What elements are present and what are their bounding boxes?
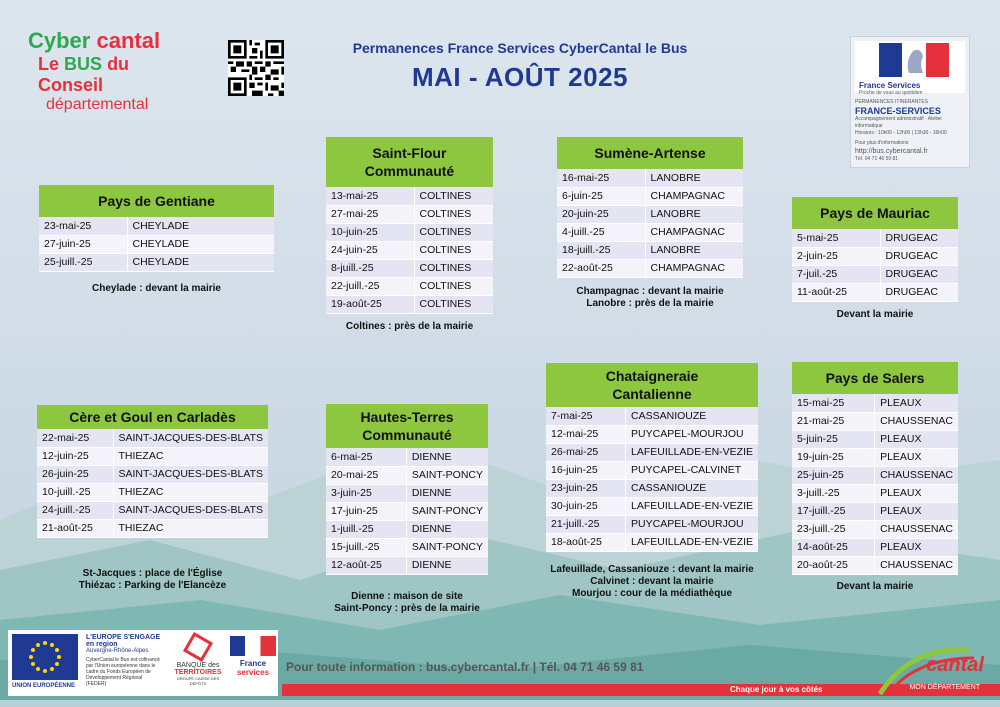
date-cell: 15-mai-25: [792, 394, 875, 412]
town-cell: SAINT-JACQUES-DES-BLATS: [113, 465, 268, 483]
town-cell: SAINT-PONCY: [406, 466, 488, 484]
region-logo: [86, 634, 162, 690]
block-title: Pays de Mauriac: [792, 197, 958, 229]
table-row: [326, 538, 488, 556]
schedule-table: [546, 407, 758, 552]
table-row: [557, 259, 743, 277]
block-saint-flour-communaute: [326, 137, 493, 314]
table-row: [326, 520, 488, 538]
table-row: [792, 412, 958, 430]
date-cell: 25-juill.-25: [39, 253, 127, 271]
schedule-table: [37, 429, 268, 538]
date-cell: 1-juill.-25: [326, 520, 406, 538]
town-cell: COLTINES: [414, 295, 493, 313]
banque-des-territoires-logo: [170, 636, 226, 686]
cantal-logo: [870, 636, 990, 696]
table-row: [792, 466, 958, 484]
table-row: [37, 429, 268, 447]
town-cell: LANOBRE: [645, 241, 743, 259]
town-cell: CASSANIOUZE: [626, 479, 758, 497]
logo-word-bus: BUS: [64, 54, 103, 74]
location-note: Calvinet : devant la mairie: [590, 576, 714, 587]
block-title: Cère et Goul en Carladès: [37, 405, 268, 429]
town-cell: CHAUSSENAC: [875, 466, 958, 484]
table-row: [546, 479, 758, 497]
town-cell: SAINT-PONCY: [406, 538, 488, 556]
table-row: [546, 497, 758, 515]
date-cell: 30-juin-25: [546, 497, 626, 515]
schedule-table: [326, 448, 488, 575]
date-cell: 19-août-25: [326, 295, 414, 313]
table-row: [39, 217, 274, 235]
location-note-group: [316, 591, 498, 615]
town-cell: COLTINES: [414, 223, 493, 241]
bdt-line3: GROUPE CAISSE DES DÉPÔTS: [176, 676, 220, 686]
location-note: Cheylade : devant la mairie: [92, 283, 221, 294]
table-row: [792, 430, 958, 448]
fs-logo-line1: France: [239, 659, 267, 668]
date-cell: 20-août-25: [792, 556, 875, 574]
location-note-group: [37, 568, 268, 592]
fs-card-line3: Accompagnement administratif · Atelier informatique: [855, 116, 942, 129]
block-cere-et-goul: [37, 405, 268, 538]
logo-word-cyber: Cyber: [28, 28, 91, 53]
date-cell: 5-mai-25: [792, 229, 880, 247]
block-pays-de-gentiane: [39, 185, 274, 272]
marianne-icon: [879, 43, 949, 77]
block-pays-de-salers: [792, 362, 958, 575]
town-cell: SAINT-JACQUES-DES-BLATS: [113, 429, 268, 447]
date-cell: 16-mai-25: [557, 169, 645, 187]
town-cell: THIEZAC: [113, 519, 268, 537]
cybercantal-logo: [28, 28, 188, 118]
logo-word-le: Le: [38, 54, 60, 74]
date-cell: 7-mai-25: [546, 407, 626, 425]
table-row: [792, 520, 958, 538]
date-cell: 12-juin-25: [37, 447, 113, 465]
region-text: CyberCantal le Bus est cofinancé par l'Union européenne dans le cadre du Fonds Européen de Développement Régional (FEDER): [86, 657, 160, 687]
table-row: [792, 556, 958, 574]
date-cell: 18-août-25: [546, 533, 626, 551]
town-cell: DRUGEAC: [880, 265, 958, 283]
france-services-brand: France Services: [859, 81, 921, 90]
town-cell: COLTINES: [414, 259, 493, 277]
schedule-table: [792, 229, 958, 302]
table-row: [792, 484, 958, 502]
town-cell: PLEAUX: [875, 448, 958, 466]
town-cell: COLTINES: [414, 277, 493, 295]
logo-word-departemental: départemental: [46, 96, 149, 113]
table-row: [546, 515, 758, 533]
town-cell: CHAMPAGNAC: [645, 223, 743, 241]
table-row: [546, 461, 758, 479]
date-cell: 20-juin-25: [557, 205, 645, 223]
date-cell: 3-juin-25: [326, 484, 406, 502]
block-title: Hautes-Terres Communauté: [326, 404, 488, 448]
date-cell: 11-août-25: [792, 283, 880, 301]
france-services-tagline: Proche de vous au quotidien: [859, 90, 923, 96]
page-subtitle: Permanences France Services CyberCantal le Bus: [352, 40, 688, 56]
town-cell: DRUGEAC: [880, 229, 958, 247]
town-cell: COLTINES: [414, 187, 493, 205]
table-row: [39, 253, 274, 271]
town-cell: CHAUSSENAC: [875, 556, 958, 574]
date-cell: 17-juill.-25: [792, 502, 875, 520]
date-cell: 14-août-25: [792, 538, 875, 556]
date-cell: 12-mai-25: [546, 425, 626, 443]
table-row: [326, 223, 493, 241]
town-cell: SAINT-JACQUES-DES-BLATS: [113, 501, 268, 519]
table-row: [557, 223, 743, 241]
town-cell: SAINT-PONCY: [406, 502, 488, 520]
location-note: Devant la mairie: [836, 309, 914, 320]
table-row: [326, 241, 493, 259]
location-note: St-Jacques : place de l'Église: [82, 568, 223, 579]
date-cell: 21-août-25: [37, 519, 113, 537]
table-row: [546, 407, 758, 425]
town-cell: CHEYLADE: [127, 235, 274, 253]
town-cell: THIEZAC: [113, 447, 268, 465]
fs-card-line1: PERMANENCES ITINERANTES: [855, 99, 929, 105]
block-title: Pays de Gentiane: [39, 185, 274, 217]
date-cell: 17-juin-25: [326, 502, 406, 520]
page-title: MAI - AOÛT 2025: [411, 62, 629, 92]
fs-card-url[interactable]: http://bus.cybercantal.fr: [855, 148, 928, 155]
block-title: Chataigneraie Cantalienne: [546, 363, 758, 407]
date-cell: 20-mai-25: [326, 466, 406, 484]
town-cell: DIENNE: [406, 484, 488, 502]
location-note: Lafeuillade, Cassaniouze : devant la mairie: [550, 564, 754, 575]
table-row: [326, 448, 488, 466]
table-row: [557, 169, 743, 187]
table-row: [792, 502, 958, 520]
date-cell: 27-mai-25: [326, 205, 414, 223]
table-row: [326, 187, 493, 205]
date-cell: 26-juin-25: [37, 465, 113, 483]
table-row: [792, 448, 958, 466]
location-note-group: [557, 286, 743, 310]
town-cell: PUYCAPEL-MOURJOU: [626, 425, 758, 443]
date-cell: 23-juin-25: [546, 479, 626, 497]
location-note: Lanobre : près de la mairie: [586, 298, 714, 309]
town-cell: LAFEUILLADE-EN-VEZIE: [626, 497, 758, 515]
date-cell: 25-juin-25: [792, 466, 875, 484]
town-cell: PLEAUX: [875, 484, 958, 502]
town-cell: DIENNE: [406, 520, 488, 538]
block-chataigneraie-cantalienne: [546, 363, 758, 552]
date-cell: 8-juill.-25: [326, 259, 414, 277]
schedule-table: [557, 169, 743, 278]
table-row: [557, 241, 743, 259]
cantal-name: cantal: [926, 654, 984, 676]
town-cell: COLTINES: [414, 241, 493, 259]
table-row: [792, 394, 958, 412]
fs-card-tel: Tél. 04 71 46 59 81: [855, 156, 899, 162]
logo-word-conseil: du Conseil: [38, 54, 130, 95]
date-cell: 19-juin-25: [792, 448, 875, 466]
date-cell: 2-juin-25: [792, 247, 880, 265]
table-row: [326, 259, 493, 277]
date-cell: 10-juin-25: [326, 223, 414, 241]
block-title: Saint-Flour Communauté: [326, 137, 493, 187]
date-cell: 22-mai-25: [37, 429, 113, 447]
partner-logos: [8, 630, 278, 696]
table-row: [39, 235, 274, 253]
town-cell: CHEYLADE: [127, 253, 274, 271]
date-cell: 4-juill.-25: [557, 223, 645, 241]
date-cell: 6-juin-25: [557, 187, 645, 205]
table-row: [326, 277, 493, 295]
table-row: [37, 483, 268, 501]
schedule-table: [792, 394, 958, 575]
location-note: Thiézac : Parking de l'Elancèze: [78, 580, 227, 591]
date-cell: 26-mai-25: [546, 443, 626, 461]
table-row: [557, 205, 743, 223]
town-cell: LANOBRE: [645, 169, 743, 187]
schedule-table: [326, 187, 493, 314]
date-cell: 27-juin-25: [39, 235, 127, 253]
table-row: [792, 265, 958, 283]
france-services-logo: [230, 636, 276, 677]
location-note: Coltines : près de la mairie: [345, 321, 474, 332]
location-note: Dienne : maison de site: [351, 591, 463, 602]
town-cell: LAFEUILLADE-EN-VEZIE: [626, 533, 758, 551]
fs-card-hours: Horaires : 10h00 - 12h00 | 13h30 - 16h00: [855, 130, 947, 136]
date-cell: 24-juill.-25: [37, 501, 113, 519]
town-cell: DRUGEAC: [880, 283, 958, 301]
contact-info[interactable]: Pour toute information : bus.cybercantal.fr | Tél. 04 71 46 59 81: [286, 660, 644, 674]
location-note: Mourjou : cour de la médiathèque: [571, 588, 732, 599]
french-flag-icon: [230, 636, 276, 656]
date-cell: 5-juin-25: [792, 430, 875, 448]
table-row: [326, 556, 488, 574]
date-cell: 12-août-25: [326, 556, 406, 574]
eu-flag-icon: [12, 634, 78, 680]
table-row: [546, 425, 758, 443]
table-row: [557, 187, 743, 205]
town-cell: DIENNE: [406, 448, 488, 466]
cantal-subtitle: MON DÉPARTEMENT: [909, 684, 980, 691]
location-note: Devant la mairie: [836, 581, 914, 592]
bdt-line2: TERRITOIRES: [174, 669, 222, 676]
region-subtitle: Auvergne-Rhône-Alpes: [86, 648, 149, 654]
block-title: Pays de Salers: [792, 362, 958, 394]
location-note-group: [536, 564, 768, 600]
town-cell: CHAMPAGNAC: [645, 187, 743, 205]
date-cell: 10-juill.-25: [37, 483, 113, 501]
hexagon-icon: [183, 632, 213, 662]
date-cell: 16-juin-25: [546, 461, 626, 479]
table-row: [37, 465, 268, 483]
table-row: [792, 538, 958, 556]
fs-logo-line2: services: [236, 668, 270, 677]
date-cell: 23-mai-25: [39, 217, 127, 235]
table-row: [792, 229, 958, 247]
block-hautes-terres: [326, 404, 488, 575]
date-cell: 24-juin-25: [326, 241, 414, 259]
france-services-card: [850, 36, 970, 168]
town-cell: CHEYLADE: [127, 217, 274, 235]
fs-card-more: Pour plus d'informations: [855, 140, 909, 146]
town-cell: CHAUSSENAC: [875, 412, 958, 430]
date-cell: 15-juill.-25: [326, 538, 406, 556]
town-cell: CHAUSSENAC: [875, 520, 958, 538]
table-row: [326, 205, 493, 223]
date-cell: 21-juill.-25: [546, 515, 626, 533]
date-cell: 18-juill.-25: [557, 241, 645, 259]
town-cell: PLEAUX: [875, 538, 958, 556]
table-row: [326, 466, 488, 484]
date-cell: 23-juill.-25: [792, 520, 875, 538]
date-cell: 13-mai-25: [326, 187, 414, 205]
town-cell: CHAMPAGNAC: [645, 259, 743, 277]
date-cell: 6-mai-25: [326, 448, 406, 466]
town-cell: PLEAUX: [875, 502, 958, 520]
location-note: Saint-Poncy : près de la mairie: [334, 603, 480, 614]
region-title: L'EUROPE S'ENGAGE en region: [86, 634, 161, 648]
town-cell: PUYCAPEL-MOURJOU: [626, 515, 758, 533]
town-cell: PUYCAPEL-CALVINET: [626, 461, 758, 479]
table-row: [792, 247, 958, 265]
date-cell: 22-juill.-25: [326, 277, 414, 295]
table-row: [326, 295, 493, 313]
town-cell: CASSANIOUZE: [626, 407, 758, 425]
town-cell: DRUGEAC: [880, 247, 958, 265]
table-row: [37, 447, 268, 465]
date-cell: 21-mai-25: [792, 412, 875, 430]
town-cell: PLEAUX: [875, 394, 958, 412]
town-cell: COLTINES: [414, 205, 493, 223]
table-row: [546, 443, 758, 461]
schedule-table: [39, 217, 274, 272]
town-cell: LAFEUILLADE-EN-VEZIE: [626, 443, 758, 461]
town-cell: THIEZAC: [113, 483, 268, 501]
date-cell: 3-juill.-25: [792, 484, 875, 502]
fs-card-line2: FRANCE-SERVICES: [855, 106, 941, 116]
block-title: Sumène-Artense: [557, 137, 743, 169]
france-services-banner: [855, 41, 965, 96]
town-cell: LANOBRE: [645, 205, 743, 223]
date-cell: 22-août-25: [557, 259, 645, 277]
logo-word-cantal: cantal: [96, 28, 161, 53]
block-pays-de-mauriac: [792, 197, 958, 302]
block-sumene-artense: [557, 137, 743, 278]
town-cell: DIENNE: [406, 556, 488, 574]
table-row: [37, 519, 268, 537]
table-row: [546, 533, 758, 551]
table-row: [792, 283, 958, 301]
location-note: Champagnac : devant la mairie: [576, 286, 724, 297]
date-cell: 7-juil.-25: [792, 265, 880, 283]
bdt-line1: BANQUE des: [176, 662, 220, 669]
table-row: [326, 484, 488, 502]
footer-tagline: Chaque jour à vos côtés: [730, 685, 823, 694]
table-row: [37, 501, 268, 519]
table-row: [326, 502, 488, 520]
eu-label: UNION EUROPÉENNE: [12, 683, 76, 689]
town-cell: PLEAUX: [875, 430, 958, 448]
